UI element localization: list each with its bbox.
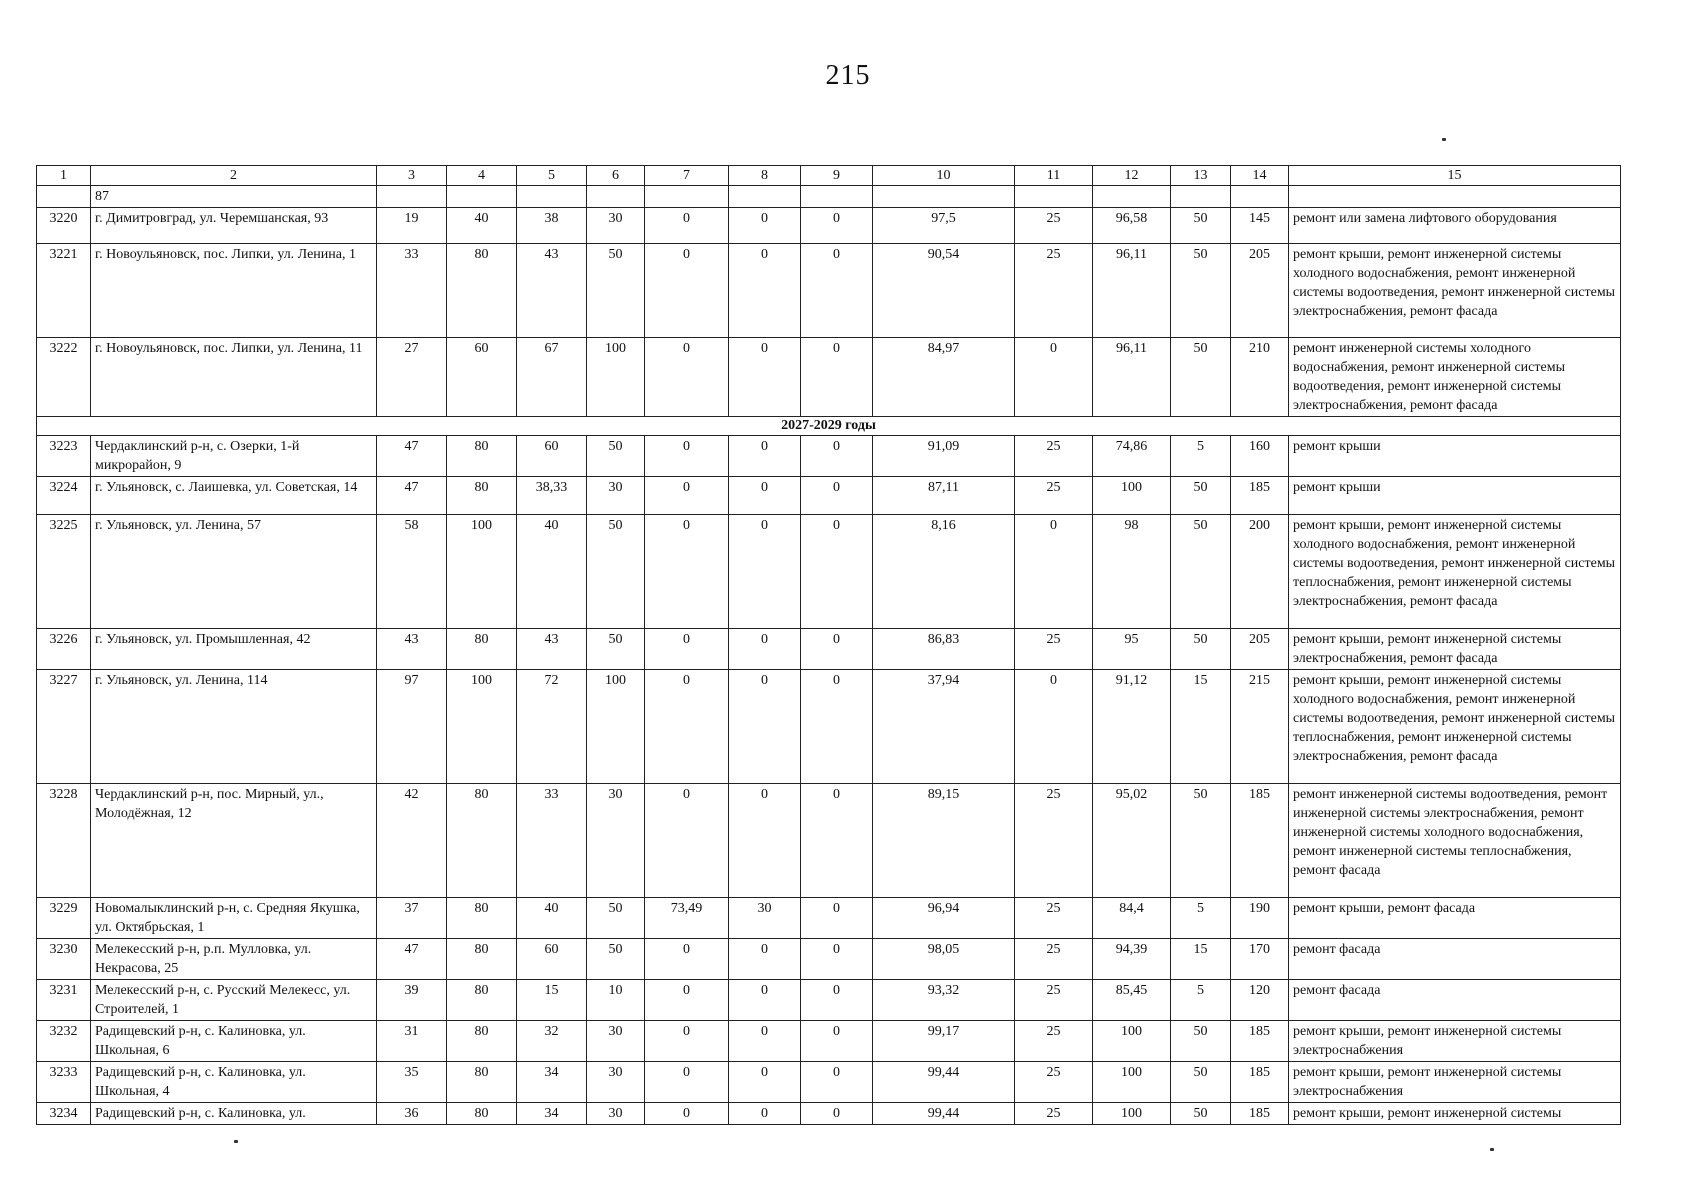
column-header: 14: [1231, 166, 1289, 186]
table-row: [37, 477, 1621, 515]
value-cell-c11: 0: [1015, 670, 1093, 784]
value-cell-c4: 80: [447, 629, 517, 670]
value-cell-c7: 0: [645, 1062, 729, 1103]
table-header: [37, 166, 1621, 186]
value-cell-c9: 0: [801, 629, 873, 670]
column-numbers-row: [37, 166, 1621, 186]
value-cell-c7: 0: [645, 939, 729, 980]
value-cell-c13: 50: [1171, 784, 1231, 898]
value-cell-c14: 185: [1231, 477, 1289, 515]
works-cell: ремонт крыши, ремонт инженерной системы: [1289, 1103, 1621, 1125]
column-header: 12: [1093, 166, 1171, 186]
value-cell-c14: 120: [1231, 980, 1289, 1021]
value-cell-c3: 43: [377, 629, 447, 670]
address-cell: Радищевский р-н, с. Калиновка, ул. Школьная, 6: [91, 1021, 377, 1062]
works-cell: ремонт крыши, ремонт фасада: [1289, 898, 1621, 939]
continuation-cell: 87: [91, 186, 377, 208]
value-cell-c6: 100: [587, 670, 645, 784]
value-cell-c6: 100: [587, 338, 645, 417]
scan-speck: [1442, 138, 1446, 141]
column-header: 5: [517, 166, 587, 186]
value-cell-c5: 38,33: [517, 477, 587, 515]
row-number: 3220: [37, 208, 91, 244]
works-cell: ремонт крыши, ремонт инженерной системы холодного водоснабжения, ремонт инженерной системы водоотведения, ремонт инженерной системы теплоснабжения, ремонт инженерной системы электроснабжения, ремонт фасада: [1289, 515, 1621, 629]
value-cell-c3: 42: [377, 784, 447, 898]
value-cell-c4: 80: [447, 244, 517, 338]
address-cell: Мелекесский р-н, с. Русский Мелекесс, ул. Строителей, 1: [91, 980, 377, 1021]
value-cell-c10: 89,15: [873, 784, 1015, 898]
value-cell-c4: 80: [447, 1021, 517, 1062]
value-cell-c9: 0: [801, 784, 873, 898]
value-cell-c6: 10: [587, 980, 645, 1021]
row-number: 3232: [37, 1021, 91, 1062]
value-cell-c14: 190: [1231, 898, 1289, 939]
value-cell-c13: 50: [1171, 1103, 1231, 1125]
value-cell-c10: 87,11: [873, 477, 1015, 515]
table-row: [37, 436, 1621, 477]
value-cell-c13: 5: [1171, 980, 1231, 1021]
address-cell: г. Новоульяновск, пос. Липки, ул. Ленина, 1: [91, 244, 377, 338]
value-cell-c11: 25: [1015, 1021, 1093, 1062]
scan-speck: [234, 1140, 238, 1143]
value-cell-c5: 43: [517, 629, 587, 670]
address-cell: г. Ульяновск, ул. Ленина, 114: [91, 670, 377, 784]
value-cell-c4: 80: [447, 980, 517, 1021]
value-cell-c9: 0: [801, 1103, 873, 1125]
value-cell-c5: 15: [517, 980, 587, 1021]
value-cell-c12: 96,11: [1093, 244, 1171, 338]
works-cell: ремонт крыши: [1289, 477, 1621, 515]
value-cell-c14: 205: [1231, 629, 1289, 670]
value-cell-c4: 80: [447, 898, 517, 939]
row-number: 3221: [37, 244, 91, 338]
column-header: 11: [1015, 166, 1093, 186]
value-cell-c12: 96,58: [1093, 208, 1171, 244]
value-cell-c13: 50: [1171, 208, 1231, 244]
value-cell-c10: 8,16: [873, 515, 1015, 629]
value-cell-c8: 0: [729, 1103, 801, 1125]
value-cell-c7: 0: [645, 670, 729, 784]
value-cell-c10: 91,09: [873, 436, 1015, 477]
value-cell-c11: 25: [1015, 436, 1093, 477]
value-cell-c11: 25: [1015, 939, 1093, 980]
value-cell-c4: 80: [447, 939, 517, 980]
row-number: 3224: [37, 477, 91, 515]
value-cell-c13: 5: [1171, 436, 1231, 477]
value-cell-c13: 5: [1171, 898, 1231, 939]
value-cell-c14: 185: [1231, 784, 1289, 898]
value-cell-c4: 80: [447, 436, 517, 477]
page-number: 215: [825, 60, 871, 91]
column-header: 1: [37, 166, 91, 186]
value-cell-c9: 0: [801, 477, 873, 515]
column-header: 9: [801, 166, 873, 186]
value-cell-c11: 25: [1015, 244, 1093, 338]
value-cell-c9: 0: [801, 898, 873, 939]
works-cell: ремонт крыши, ремонт инженерной системы электроснабжения: [1289, 1021, 1621, 1062]
value-cell-c14: 205: [1231, 244, 1289, 338]
table-row: [37, 208, 1621, 244]
table-row: [37, 1062, 1621, 1103]
value-cell-c12: 85,45: [1093, 980, 1171, 1021]
value-cell-c4: 60: [447, 338, 517, 417]
value-cell-c11: 25: [1015, 477, 1093, 515]
value-cell-c10: 86,83: [873, 629, 1015, 670]
value-cell-c7: 0: [645, 1103, 729, 1125]
value-cell-c8: 0: [729, 208, 801, 244]
value-cell-c6: 50: [587, 244, 645, 338]
value-cell-c13: 50: [1171, 515, 1231, 629]
value-cell-c11: 25: [1015, 980, 1093, 1021]
value-cell-c7: 0: [645, 436, 729, 477]
table-row: [37, 1103, 1621, 1125]
value-cell-c14: 185: [1231, 1062, 1289, 1103]
value-cell-c8: 0: [729, 980, 801, 1021]
column-header: 2: [91, 166, 377, 186]
value-cell-c7: 0: [645, 1021, 729, 1062]
column-header: 10: [873, 166, 1015, 186]
works-cell: ремонт крыши, ремонт инженерной системы электроснабжения, ремонт фасада: [1289, 629, 1621, 670]
value-cell-c11: 25: [1015, 208, 1093, 244]
row-number: 3222: [37, 338, 91, 417]
value-cell-c11: 25: [1015, 784, 1093, 898]
value-cell-c8: 30: [729, 898, 801, 939]
works-cell: ремонт крыши, ремонт инженерной системы электроснабжения: [1289, 1062, 1621, 1103]
address-cell: Чердаклинский р-н, с. Озерки, 1-й микрорайон, 9: [91, 436, 377, 477]
address-cell: Мелекесский р-н, р.п. Мулловка, ул. Некрасова, 25: [91, 939, 377, 980]
address-cell: Радищевский р-н, с. Калиновка, ул.: [91, 1103, 377, 1125]
value-cell-c3: 35: [377, 1062, 447, 1103]
value-cell-c10: 84,97: [873, 338, 1015, 417]
value-cell-c7: 0: [645, 244, 729, 338]
value-cell-c3: 47: [377, 477, 447, 515]
value-cell-c9: 0: [801, 1062, 873, 1103]
value-cell-c9: 0: [801, 208, 873, 244]
value-cell-c12: 100: [1093, 1103, 1171, 1125]
value-cell-c10: 99,44: [873, 1062, 1015, 1103]
row-number: 3228: [37, 784, 91, 898]
value-cell-c10: 96,94: [873, 898, 1015, 939]
value-cell-c12: 100: [1093, 477, 1171, 515]
row-number: 3230: [37, 939, 91, 980]
value-cell-c5: 32: [517, 1021, 587, 1062]
value-cell-c7: 0: [645, 208, 729, 244]
value-cell-c14: 200: [1231, 515, 1289, 629]
value-cell-c14: 160: [1231, 436, 1289, 477]
value-cell-c11: 25: [1015, 1062, 1093, 1103]
value-cell-c14: 215: [1231, 670, 1289, 784]
value-cell-c14: 145: [1231, 208, 1289, 244]
value-cell-c12: 74,86: [1093, 436, 1171, 477]
section-divider: [37, 417, 1621, 436]
row-number: 3223: [37, 436, 91, 477]
value-cell-c3: 27: [377, 338, 447, 417]
value-cell-c5: 34: [517, 1062, 587, 1103]
value-cell-c10: 99,17: [873, 1021, 1015, 1062]
value-cell-c10: 99,44: [873, 1103, 1015, 1125]
value-cell-c9: 0: [801, 436, 873, 477]
value-cell-c5: 38: [517, 208, 587, 244]
section-title: 2027-2029 годы: [37, 417, 1621, 436]
value-cell-c13: 50: [1171, 629, 1231, 670]
works-cell: ремонт фасада: [1289, 980, 1621, 1021]
value-cell-c8: 0: [729, 1021, 801, 1062]
address-cell: г. Димитровград, ул. Черемшанская, 93: [91, 208, 377, 244]
value-cell-c9: 0: [801, 515, 873, 629]
table-row: [37, 1021, 1621, 1062]
column-header: 3: [377, 166, 447, 186]
table-body-before-section: [37, 186, 1621, 417]
address-cell: г. Ульяновск, с. Лаишевка, ул. Советская, 14: [91, 477, 377, 515]
table-row: [37, 784, 1621, 898]
table-body-after-section: [37, 436, 1621, 1125]
value-cell-c6: 50: [587, 939, 645, 980]
value-cell-c6: 30: [587, 1062, 645, 1103]
table-row: [37, 244, 1621, 338]
value-cell-c12: 100: [1093, 1062, 1171, 1103]
scan-speck: [1490, 1148, 1494, 1151]
value-cell-c11: 25: [1015, 1103, 1093, 1125]
value-cell-c8: 0: [729, 939, 801, 980]
value-cell-c7: 0: [645, 784, 729, 898]
column-header: 8: [729, 166, 801, 186]
address-cell: Чердаклинский р-н, пос. Мирный, ул., Молодёжная, 12: [91, 784, 377, 898]
value-cell-c3: 36: [377, 1103, 447, 1125]
works-cell: ремонт инженерной системы водоотведения, ремонт инженерной системы электроснабжения, ремонт инженерной системы холодного водоснабжения, ремонт инженерной системы теплоснабжения, ремонт фасада: [1289, 784, 1621, 898]
value-cell-c8: 0: [729, 244, 801, 338]
column-header: 4: [447, 166, 517, 186]
table-row: [37, 939, 1621, 980]
works-cell: ремонт крыши, ремонт инженерной системы холодного водоснабжения, ремонт инженерной системы водоотведения, ремонт инженерной системы теплоснабжения, ремонт инженерной системы электроснабжения, ремонт фасада: [1289, 670, 1621, 784]
value-cell-c12: 95,02: [1093, 784, 1171, 898]
row-number: 3231: [37, 980, 91, 1021]
value-cell-c8: 0: [729, 784, 801, 898]
value-cell-c5: 34: [517, 1103, 587, 1125]
address-cell: г. Ульяновск, ул. Ленина, 57: [91, 515, 377, 629]
value-cell-c3: 47: [377, 939, 447, 980]
value-cell-c5: 60: [517, 436, 587, 477]
value-cell-c7: 0: [645, 629, 729, 670]
value-cell-c8: 0: [729, 1062, 801, 1103]
section-row: [37, 417, 1621, 436]
value-cell-c12: 100: [1093, 1021, 1171, 1062]
value-cell-c13: 50: [1171, 477, 1231, 515]
value-cell-c9: 0: [801, 244, 873, 338]
value-cell-c14: 185: [1231, 1021, 1289, 1062]
value-cell-c5: 67: [517, 338, 587, 417]
value-cell-c13: 50: [1171, 1062, 1231, 1103]
value-cell-c8: 0: [729, 436, 801, 477]
value-cell-c12: 95: [1093, 629, 1171, 670]
works-cell: ремонт крыши, ремонт инженерной системы холодного водоснабжения, ремонт инженерной системы водоотведения, ремонт инженерной системы электроснабжения, ремонт фасада: [1289, 244, 1621, 338]
value-cell-c3: 37: [377, 898, 447, 939]
value-cell-c6: 30: [587, 784, 645, 898]
value-cell-c11: 25: [1015, 629, 1093, 670]
value-cell-c8: 0: [729, 477, 801, 515]
value-cell-c3: 31: [377, 1021, 447, 1062]
value-cell-c3: 39: [377, 980, 447, 1021]
value-cell-c7: 0: [645, 477, 729, 515]
value-cell-c6: 30: [587, 208, 645, 244]
row-number: 3226: [37, 629, 91, 670]
value-cell-c4: 80: [447, 784, 517, 898]
repair-table-container: [36, 165, 1620, 1125]
value-cell-c8: 0: [729, 629, 801, 670]
value-cell-c9: 0: [801, 980, 873, 1021]
value-cell-c13: 15: [1171, 670, 1231, 784]
value-cell-c4: 40: [447, 208, 517, 244]
value-cell-c12: 94,39: [1093, 939, 1171, 980]
column-header: 6: [587, 166, 645, 186]
row-number: 3233: [37, 1062, 91, 1103]
value-cell-c7: 0: [645, 338, 729, 417]
value-cell-c6: 30: [587, 1103, 645, 1125]
value-cell-c4: 80: [447, 477, 517, 515]
column-header: 13: [1171, 166, 1231, 186]
address-cell: Новомалыклинский р-н, с. Средняя Якушка, ул. Октябрьская, 1: [91, 898, 377, 939]
value-cell-c11: 0: [1015, 515, 1093, 629]
value-cell-c10: 93,32: [873, 980, 1015, 1021]
value-cell-c14: 170: [1231, 939, 1289, 980]
value-cell-c11: 0: [1015, 338, 1093, 417]
table-row: [37, 338, 1621, 417]
value-cell-c6: 50: [587, 898, 645, 939]
value-cell-c12: 91,12: [1093, 670, 1171, 784]
value-cell-c13: 50: [1171, 244, 1231, 338]
address-cell: г. Ульяновск, ул. Промышленная, 42: [91, 629, 377, 670]
works-cell: ремонт инженерной системы холодного водоснабжения, ремонт инженерной системы водоотведения, ремонт инженерной системы электроснабжения, ремонт фасада: [1289, 338, 1621, 417]
value-cell-c4: 80: [447, 1103, 517, 1125]
value-cell-c5: 33: [517, 784, 587, 898]
table-row: [37, 898, 1621, 939]
continuation-row: [37, 186, 1621, 208]
value-cell-c3: 19: [377, 208, 447, 244]
value-cell-c14: 210: [1231, 338, 1289, 417]
value-cell-c6: 30: [587, 1021, 645, 1062]
column-header: 7: [645, 166, 729, 186]
value-cell-c13: 50: [1171, 1021, 1231, 1062]
value-cell-c3: 33: [377, 244, 447, 338]
value-cell-c5: 60: [517, 939, 587, 980]
value-cell-c8: 0: [729, 515, 801, 629]
value-cell-c5: 40: [517, 515, 587, 629]
value-cell-c5: 43: [517, 244, 587, 338]
value-cell-c7: 0: [645, 515, 729, 629]
value-cell-c5: 40: [517, 898, 587, 939]
works-cell: ремонт фасада: [1289, 939, 1621, 980]
repair-table: [36, 165, 1621, 1125]
table-row: [37, 980, 1621, 1021]
value-cell-c6: 50: [587, 629, 645, 670]
value-cell-c13: 50: [1171, 338, 1231, 417]
value-cell-c14: 185: [1231, 1103, 1289, 1125]
value-cell-c5: 72: [517, 670, 587, 784]
value-cell-c10: 37,94: [873, 670, 1015, 784]
value-cell-c7: 73,49: [645, 898, 729, 939]
value-cell-c10: 97,5: [873, 208, 1015, 244]
value-cell-c6: 50: [587, 436, 645, 477]
value-cell-c10: 98,05: [873, 939, 1015, 980]
row-number: 3227: [37, 670, 91, 784]
value-cell-c12: 84,4: [1093, 898, 1171, 939]
value-cell-c4: 100: [447, 515, 517, 629]
value-cell-c11: 25: [1015, 898, 1093, 939]
address-cell: Радищевский р-н, с. Калиновка, ул. Школьная, 4: [91, 1062, 377, 1103]
value-cell-c9: 0: [801, 670, 873, 784]
value-cell-c13: 15: [1171, 939, 1231, 980]
row-number: 3229: [37, 898, 91, 939]
value-cell-c12: 96,11: [1093, 338, 1171, 417]
value-cell-c6: 50: [587, 515, 645, 629]
value-cell-c7: 0: [645, 980, 729, 1021]
value-cell-c12: 98: [1093, 515, 1171, 629]
address-cell: г. Новоульяновск, пос. Липки, ул. Ленина, 11: [91, 338, 377, 417]
value-cell-c3: 47: [377, 436, 447, 477]
value-cell-c3: 58: [377, 515, 447, 629]
value-cell-c4: 80: [447, 1062, 517, 1103]
value-cell-c9: 0: [801, 939, 873, 980]
value-cell-c9: 0: [801, 338, 873, 417]
table-row: [37, 670, 1621, 784]
table-row: [37, 515, 1621, 629]
value-cell-c3: 97: [377, 670, 447, 784]
works-cell: ремонт или замена лифтового оборудования: [1289, 208, 1621, 244]
works-cell: ремонт крыши: [1289, 436, 1621, 477]
value-cell-c4: 100: [447, 670, 517, 784]
table-row: [37, 629, 1621, 670]
column-header: 15: [1289, 166, 1621, 186]
value-cell-c9: 0: [801, 1021, 873, 1062]
value-cell-c6: 30: [587, 477, 645, 515]
row-number: 3225: [37, 515, 91, 629]
row-number: 3234: [37, 1103, 91, 1125]
value-cell-c8: 0: [729, 670, 801, 784]
value-cell-c8: 0: [729, 338, 801, 417]
value-cell-c10: 90,54: [873, 244, 1015, 338]
